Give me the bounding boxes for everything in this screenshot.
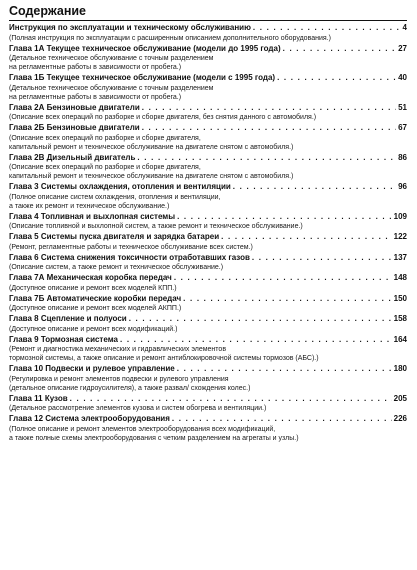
dot-leader: [277, 73, 396, 84]
toc-entry-page-number: 67: [398, 123, 407, 132]
toc-entry-description: (Полная инструкция по эксплуатации с расширенным описанием дополнительного оборудования.): [9, 34, 331, 42]
toc-entry-title: Глава 6 Система снижения токсичности отработавших газов: [9, 252, 250, 262]
toc-entry: [9, 314, 407, 335]
toc-entry: [9, 212, 407, 233]
toc-entry-heading-row: [9, 364, 407, 375]
toc-entry: [9, 232, 407, 253]
toc-entry-page-number: 205: [393, 393, 407, 403]
toc-entry: [9, 253, 407, 274]
toc-entry-title: Глава 3 Системы охлаждения, отопления и вентиляции: [9, 182, 231, 191]
dot-leader: [174, 273, 392, 284]
toc-entry-description: (Детальное техническое обслуживание с точным разделением на регламентные работы в зависимости от пробега.): [9, 55, 214, 71]
toc-entry: [9, 153, 407, 183]
dot-leader: [252, 253, 392, 264]
toc-entry-page-number: 150: [393, 293, 407, 303]
toc-entry-page-number: 4: [402, 23, 407, 32]
toc-entry: [9, 335, 407, 365]
toc-entry-description: (Ремонт и диагностика механических и гидравлических элементов тормозной системы, а также описание и ремонт антиблокировочной системы тормозов (АБС).): [9, 346, 319, 362]
toc-entry-heading-row: [9, 212, 407, 223]
toc-entry-title: Глава 2А Бензиновые двигатели: [9, 102, 140, 112]
toc-entry-title: Инструкция по эксплуатации и техническому обслуживанию: [9, 23, 251, 32]
toc-entry-description: (Описание топливной и выхлопной систем, а также ремонт и техническое обслуживание.): [9, 223, 303, 230]
toc-entry: [9, 44, 407, 74]
toc-entry: [9, 103, 407, 124]
toc-entry-title: Глава 4 Топливная и выхлопная системы: [9, 211, 176, 221]
toc-entry-heading-row: [9, 394, 407, 405]
dot-leader: [183, 294, 392, 305]
toc-list: [9, 23, 407, 444]
toc-entry-title: Глава 7Б Автоматические коробки передач: [9, 293, 182, 303]
toc-entry-heading-row: [9, 232, 407, 243]
toc-entry-page-number: 137: [393, 252, 407, 262]
toc-entry-page-number: 86: [398, 152, 407, 162]
toc-entry-page-number: 180: [393, 364, 407, 373]
dot-leader: [137, 153, 396, 164]
dot-leader: [172, 414, 392, 425]
toc-entry: [9, 182, 407, 212]
toc-entry-description: (Детальное рассмотрение элементов кузова и систем обогрева и вентиляции.): [9, 405, 267, 412]
toc-entry-title: Глава 1Б Текущее техническое обслуживание (модели с 1995 года): [9, 73, 276, 82]
toc-entry: [9, 294, 407, 315]
toc-entry-page-number: 122: [393, 232, 407, 241]
toc-entry: [9, 123, 407, 153]
toc-entry-title: Глава 10 Подвески и рулевое управление: [9, 364, 175, 373]
toc-entry: [9, 364, 407, 394]
toc-entry-heading-row: [9, 73, 407, 84]
dot-leader: [177, 364, 392, 375]
toc-entry-title: Глава 1А Текущее техническое обслуживание (модели до 1995 года): [9, 43, 281, 53]
toc-entry-page-number: 96: [398, 182, 407, 191]
toc-entry-heading-row: [9, 273, 407, 284]
toc-entry: [9, 23, 407, 44]
toc-entry-description: (Доступное описание и ремонт всех моделей КПП.): [9, 284, 177, 292]
toc-entry-title: Глава 11 Кузов: [9, 393, 68, 403]
toc-entry: [9, 414, 407, 444]
toc-entry-description: (Доступное описание и ремонт всех модификаций.): [9, 325, 178, 333]
toc-entry-description: (Полное описание и ремонт элементов электрооборудования всех модификаций, а также полные схемы электрооборудования с четким разделением на агрегаты и узлы.): [9, 425, 299, 442]
toc-entry-description: (Описание систем, а также ремонт и техническое обслуживание.): [9, 264, 224, 271]
toc-entry-page-number: 27: [398, 43, 407, 53]
toc-entry-title: Глава 9 Тормозная система: [9, 334, 118, 344]
dot-leader: [177, 212, 392, 223]
toc-entry-page-number: 148: [393, 273, 407, 282]
toc-entry-heading-row: [9, 23, 407, 34]
toc-entry-description: (Полное описание систем охлаждения, отопления и вентиляции, а также их ремонт и техническое обслуживание.): [9, 193, 221, 210]
toc-entry-page-number: 226: [393, 414, 407, 423]
toc-entry-title: Глава 7А Механическая коробка передач: [9, 273, 172, 282]
page-title: Содержание: [9, 3, 407, 21]
toc-entry-heading-row: [9, 294, 407, 305]
toc-entry-title: Глава 2Б Бензиновые двигатели: [9, 123, 140, 132]
toc-entry-description: (Регулировка и ремонт элементов подвески и рулевого управления (детальное описание гидроусилителя), а также развал/ схождения колес.): [9, 375, 251, 392]
toc-entry-page-number: 109: [393, 211, 407, 221]
toc-entry-heading-row: [9, 44, 407, 55]
toc-entry-page-number: 40: [398, 73, 407, 82]
toc-entry-heading-row: [9, 314, 407, 325]
toc-entry-description: (Описание всех операций по разборке и сборке двигателя, капитальный ремонт и техническое обслуживание на двигателе снятом с автомобиля.): [9, 164, 294, 180]
toc-entry-page-number: 51: [398, 102, 407, 112]
dot-leader: [120, 335, 392, 346]
toc-entry: [9, 394, 407, 415]
toc-entry-description: (Описание всех операций по разборке и сборке двигателя, капитальный ремонт и техническое обслуживание на двигателе снятом с автомобиля.): [9, 134, 294, 151]
toc-entry-title: Глава 2В Дизельный двигатель: [9, 152, 136, 162]
toc-entry-heading-row: [9, 253, 407, 264]
dot-leader: [129, 314, 392, 325]
toc-entry-page-number: 164: [393, 334, 407, 344]
toc-entry-page-number: 158: [393, 314, 407, 323]
toc-entry-description: (Ремонт, регламентные работы и техническое обслуживание всех систем.): [9, 243, 253, 251]
toc-entry-heading-row: [9, 182, 407, 193]
dot-leader: [221, 232, 392, 243]
dot-leader: [142, 103, 396, 114]
dot-leader: [142, 123, 396, 134]
toc-entry: [9, 73, 407, 103]
dot-leader: [70, 394, 392, 405]
toc-entry-title: Глава 8 Сцепление и полуоси: [9, 314, 127, 323]
toc-entry-description: (Детальное техническое обслуживание с точным разделением на регламентные работы в зависимости от пробега.): [9, 84, 214, 101]
toc-entry-heading-row: [9, 414, 407, 425]
toc-entry-heading-row: [9, 153, 407, 164]
toc-entry-description: (Описание всех операций по разборке и сборке двигателя, без снятия данного с автомобиля.): [9, 114, 317, 121]
toc-entry-heading-row: [9, 103, 407, 114]
toc-entry-heading-row: [9, 335, 407, 346]
toc-entry: [9, 273, 407, 294]
toc-entry-title: Глава 12 Система электрооборудования: [9, 414, 170, 423]
toc-entry-description: (Доступное описание и ремонт всех моделей АКПП.): [9, 305, 182, 312]
dot-leader: [253, 23, 401, 34]
dot-leader: [233, 182, 396, 193]
toc-entry-heading-row: [9, 123, 407, 134]
dot-leader: [283, 44, 396, 55]
toc-entry-title: Глава 5 Системы пуска двигателя и зарядка батареи: [9, 232, 220, 241]
